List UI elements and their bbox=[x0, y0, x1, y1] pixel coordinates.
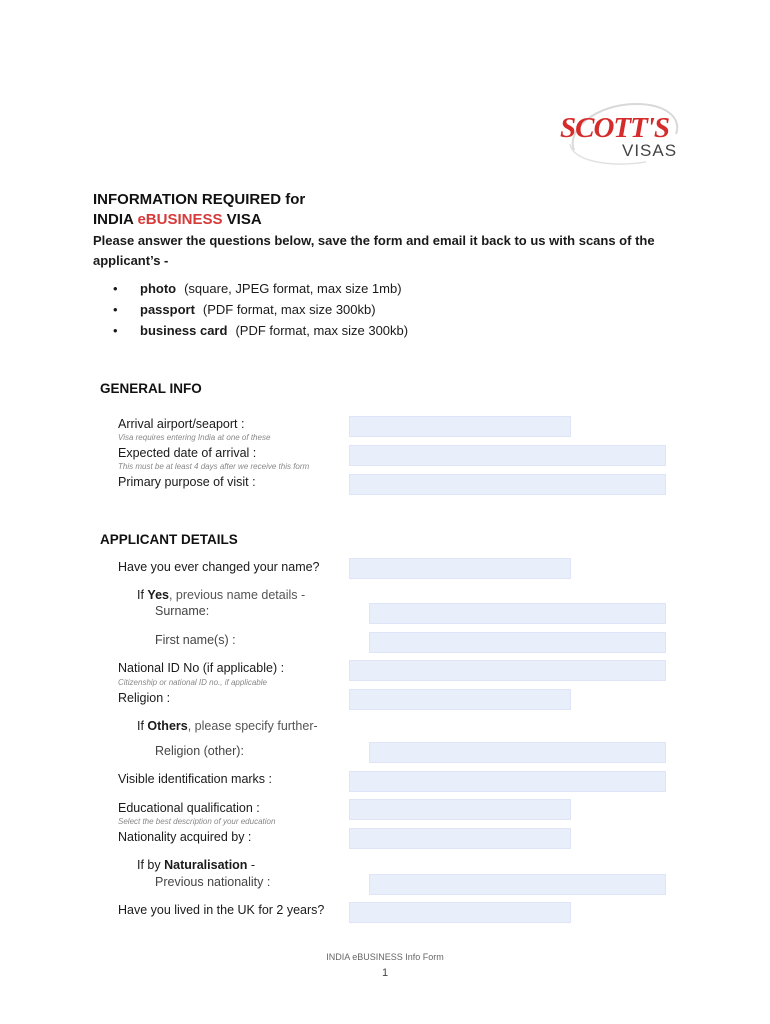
if-yes-bold: Yes bbox=[147, 588, 169, 602]
arrival-date-label: Expected date of arrival : bbox=[118, 446, 257, 460]
list-item bbox=[113, 299, 408, 320]
if-yes-label bbox=[137, 588, 305, 602]
requirements-list bbox=[113, 278, 408, 341]
if-yes-prefix: If bbox=[137, 588, 148, 602]
education-select[interactable] bbox=[349, 799, 571, 820]
uk-residence-select[interactable] bbox=[349, 902, 571, 923]
uk-residence-label: Have you lived in the UK for 2 years? bbox=[118, 903, 325, 917]
applicant-details-heading: APPLICANT DETAILS bbox=[100, 532, 238, 547]
bullet-bold: business card bbox=[140, 323, 228, 338]
surname-label: Surname: bbox=[155, 604, 210, 618]
changed-name-label: Have you ever changed your name? bbox=[118, 560, 320, 574]
scotts-visas-logo bbox=[556, 100, 686, 170]
arrival-note: Visa requires entering India at one of these bbox=[118, 433, 271, 442]
arrival-label: Arrival airport/seaport : bbox=[118, 417, 245, 431]
national-id-label: National ID No (if applicable) : bbox=[118, 661, 285, 675]
list-item bbox=[113, 320, 408, 341]
if-naturalisation-label bbox=[137, 858, 255, 872]
religion-label: Religion : bbox=[118, 691, 171, 705]
identification-marks-field[interactable] bbox=[349, 771, 666, 792]
marks-label: Visible identification marks : bbox=[118, 772, 273, 786]
bullet-text: (square, JPEG format, max size 1mb) bbox=[184, 281, 402, 296]
if-yes-suffix: , previous name details - bbox=[168, 588, 306, 602]
title-suffix: VISA bbox=[222, 211, 262, 228]
form-title-line2 bbox=[93, 211, 262, 228]
if-others-label bbox=[137, 719, 318, 733]
previous-nationality-label: Previous nationality : bbox=[155, 875, 271, 889]
arrival-date-note: This must be at least 4 days after we receive this form bbox=[118, 462, 310, 471]
form-title-line1: INFORMATION REQUIRED for bbox=[93, 191, 306, 208]
religion-other-field[interactable] bbox=[369, 742, 666, 763]
national-id-field[interactable] bbox=[349, 660, 666, 681]
firstname-label: First name(s) : bbox=[155, 633, 236, 647]
title-prefix: INDIA bbox=[93, 211, 138, 228]
footer-text: INDIA eBUSINESS Info Form bbox=[326, 952, 444, 962]
education-note: Select the best description of your education bbox=[118, 817, 276, 826]
firstname-field[interactable] bbox=[369, 632, 666, 653]
if-others-prefix: If bbox=[137, 719, 148, 733]
bullet-icon: • bbox=[113, 323, 118, 338]
if-nat-bold: Naturalisation bbox=[164, 858, 248, 872]
arrival-airport-select[interactable] bbox=[349, 416, 571, 437]
purpose-label: Primary purpose of visit : bbox=[118, 475, 256, 489]
bullet-text: (PDF format, max size 300kb) bbox=[202, 302, 376, 317]
general-info-heading: GENERAL INFO bbox=[100, 381, 202, 396]
intro-line2: applicant’s - bbox=[93, 253, 169, 268]
bullet-text: (PDF format, max size 300kb) bbox=[235, 323, 409, 338]
previous-nationality-field[interactable] bbox=[369, 874, 666, 895]
if-nat-suffix: - bbox=[247, 858, 256, 872]
if-nat-prefix: If by bbox=[137, 858, 165, 872]
bullet-bold: photo bbox=[140, 281, 177, 296]
nationality-label: Nationality acquired by : bbox=[118, 830, 252, 844]
logo-wordmark: SCOTT'S bbox=[560, 112, 670, 144]
intro-line1: Please answer the questions below, save the form and email it back to us with scans of the bbox=[93, 233, 655, 248]
if-others-bold: Others bbox=[147, 719, 188, 733]
if-others-suffix: , please specify further- bbox=[187, 719, 318, 733]
purpose-field[interactable] bbox=[349, 474, 666, 495]
national-id-note: Citizenship or national ID no., if applicable bbox=[118, 678, 267, 687]
list-item bbox=[113, 278, 408, 299]
changed-name-select[interactable] bbox=[349, 558, 571, 579]
bullet-bold: passport bbox=[140, 302, 195, 317]
arrival-date-field[interactable] bbox=[349, 445, 666, 466]
logo-subtitle: VISAS bbox=[622, 141, 678, 160]
bullet-icon: • bbox=[113, 302, 118, 317]
religion-select[interactable] bbox=[349, 689, 571, 710]
surname-field[interactable] bbox=[369, 603, 666, 624]
bullet-icon: • bbox=[113, 281, 118, 296]
title-accent: eBUSINESS bbox=[137, 211, 223, 228]
religion-other-label: Religion (other): bbox=[155, 744, 244, 758]
education-label: Educational qualification : bbox=[118, 801, 260, 815]
nationality-acquired-select[interactable] bbox=[349, 828, 571, 849]
page-number: 1 bbox=[381, 967, 389, 979]
